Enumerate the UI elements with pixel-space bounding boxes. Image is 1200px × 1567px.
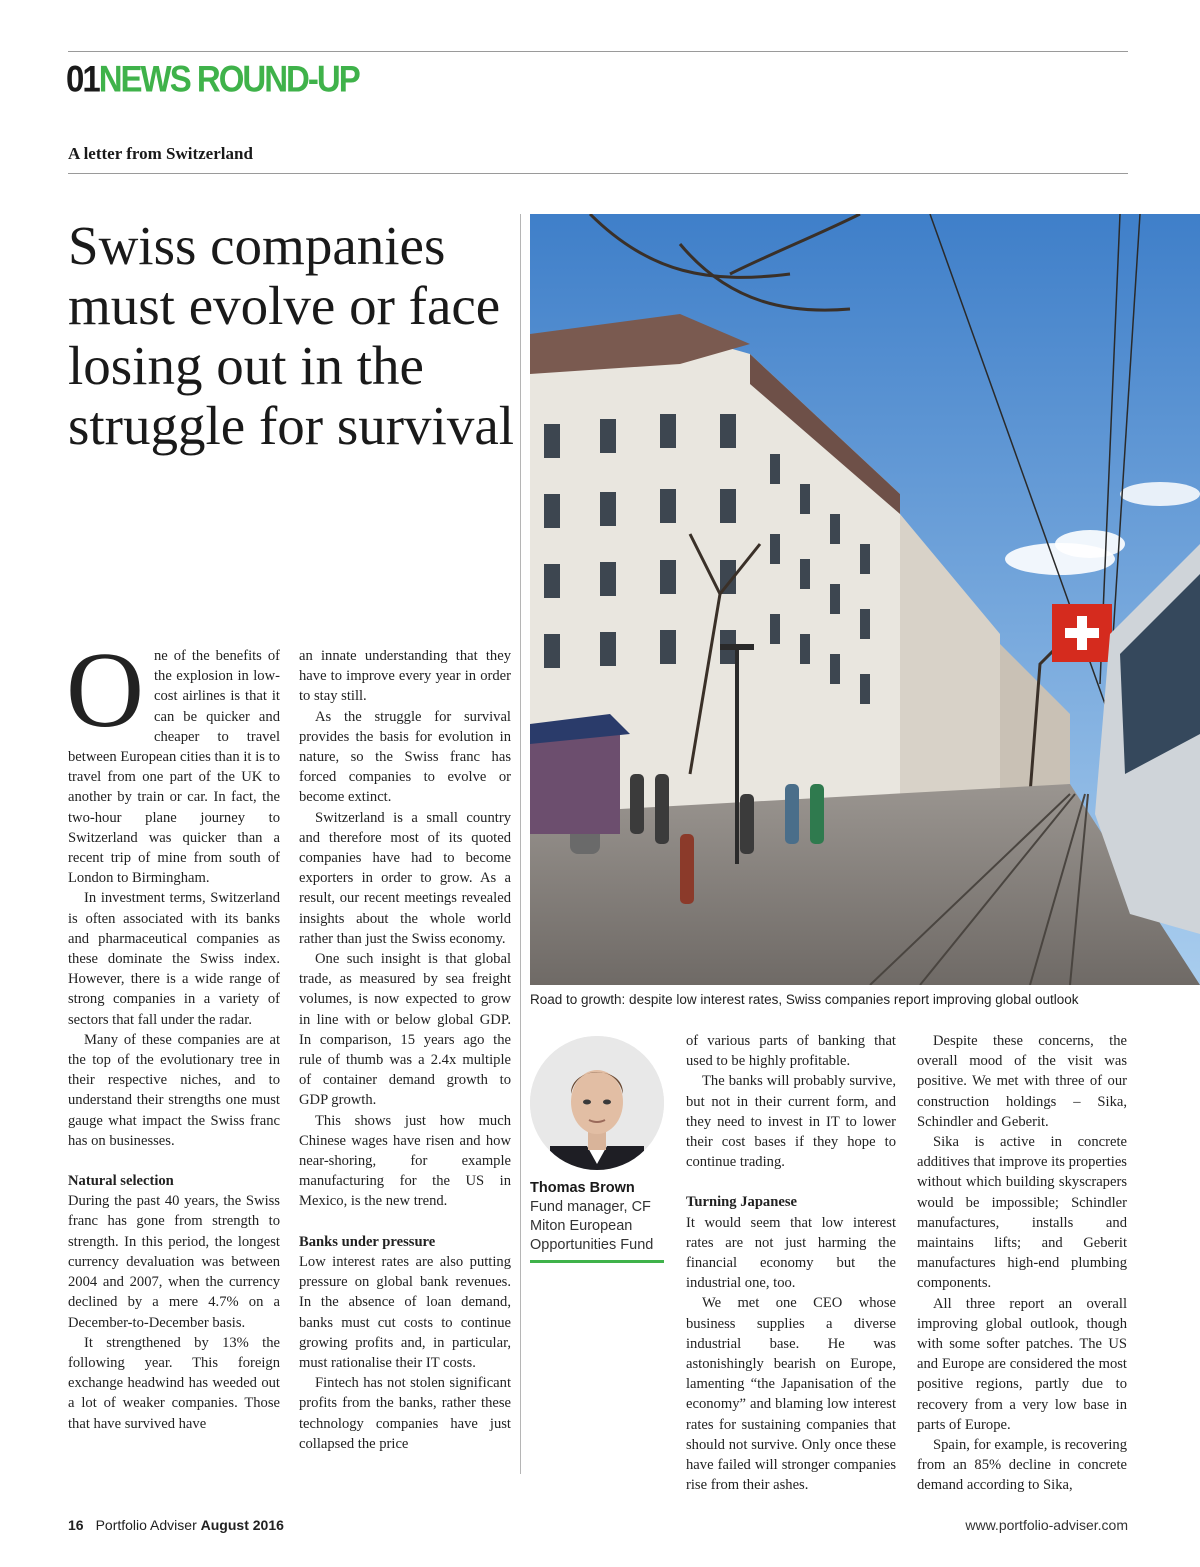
article-column-4: [917, 1031, 1127, 1496]
paragraph: Spain, for example, is recovering from an 85% decline in concrete demand according to Sika,: [917, 1437, 1127, 1494]
publication-name: Portfolio Adviser: [95, 1517, 197, 1533]
column-divider: [520, 214, 521, 1474]
street-scene-illustration: [530, 214, 1200, 985]
paragraph: As the struggle for survival provides the basis for evolution in nature, so the Swiss franc has forced companies to evolve or become extinct.: [299, 708, 511, 806]
author-portrait: [530, 1036, 664, 1170]
kicker: A letter from Switzerland: [68, 144, 253, 163]
street-photo: [530, 214, 1200, 985]
paragraph: an innate understanding that they have to improve every year in order to stay still.: [299, 648, 511, 705]
author-avatar: [530, 1036, 664, 1170]
subheading: Turning Japanese: [686, 1194, 797, 1211]
section-header: [66, 58, 359, 101]
paragraph: Despite these concerns, the overall mood of the visit was positive. We met with three of our construction holdings – Sika, Schindler and Geberit.: [917, 1033, 1127, 1130]
subheading: Banks under pressure: [299, 1233, 436, 1250]
paragraph: One of the benefits of the explosion in low-cost airlines is that it can be quicker and cheaper to travel between European cities than it is to travel from one part of the UK to another by train or car. In fact, the two-hour plane journey to Switzerland was quicker than a recent trip of mine from south of London to Birmingham.: [66, 631, 280, 887]
paragraph: It strengthened by 13% the following year. This foreign exchange headwind has weeded out a lot of weaker companies. Those that have survived have: [68, 1334, 280, 1432]
kicker-rule: [68, 173, 1128, 174]
headline: Swiss companies must evolve or face losing out in the struggle for survival: [68, 215, 515, 456]
article-column-3: [686, 1031, 896, 1495]
paragraph: This shows just how much Chinese wages have risen and how near-shoring, for example manufacturing for the US in Mexico, is the new trend.: [299, 1112, 511, 1210]
article-column-2: [299, 646, 511, 1454]
section-title: NEWS ROUND-UP: [98, 58, 359, 100]
paragraph: Switzerland is a small country and therefore most of its quoted companies have had to become exporters in order to grow. As a result, our recent meetings revealed insights about the whole world rather than just the Swiss economy.: [299, 809, 511, 947]
paragraph: In investment terms, Switzerland is often associated with its banks and pharmaceutical companies as these dominate the Swiss index. However, there is a wide range of strong companies in a variety of sectors that fall under the radar.: [68, 890, 280, 1028]
section-number: 01: [66, 58, 99, 100]
paragraph: of various parts of banking that used to be highly profitable.: [686, 1033, 896, 1070]
paragraph: It would seem that low interest rates are not just harming the financial economy but the industrial one, too.: [686, 1214, 896, 1292]
photo-caption: Road to growth: despite low interest rates, Swiss companies report improving global outlook: [530, 992, 1079, 1007]
paragraph: We met one CEO whose business supplies a diverse industrial base. He was astonishingly bearish on Europe, lamenting “the Japanisation of the economy” and blaming low interest rates for sustaining companies that should not survive. Only once these have failed will stronger companies rise from their ashes.: [686, 1295, 896, 1494]
paragraph: One such insight is that global trade, as measured by sea freight volumes, is now expected to grow in line with or below global GDP. In comparison, 15 years ago the rule of thumb was a 2.4x multiple of container demand growth to GDP growth.: [299, 951, 511, 1109]
top-rule: [68, 51, 1128, 52]
issue-date: August 2016: [200, 1517, 284, 1533]
paragraph: During the past 40 years, the Swiss franc has gone from strength to strength. In this period, the longest currency devaluation was between 2004 and 2007, when the currency declined by a mere 4.7% on a December-to-December basis.: [68, 1193, 280, 1331]
page-number: 16: [68, 1517, 84, 1533]
paragraph: Fintech has not stolen significant profits from the banks, rather these technology companies have just collapsed the price: [299, 1375, 511, 1452]
footer-folio: [68, 1517, 284, 1533]
paragraph: All three report an overall improving global outlook, though with some softer patches. The US and Europe are considered the most positive regions, partly due to recovery from a very low base in parts of Europe.: [917, 1295, 1127, 1433]
author-accent-bar: [530, 1260, 664, 1263]
paragraph: Sika is active in concrete additives that improve its properties without which building skyscrapers would be impossible; Schindler manufactures, installs and maintains lifts; and Geberit manufactures high-end plumbing components.: [917, 1134, 1127, 1292]
paragraph: The banks will probably survive, but not in their current form, and they need to invest in IT to lower their cost bases if they hope to continue trading.: [686, 1073, 896, 1171]
author-role: Fund manager, CF Miton European Opportunities Fund: [530, 1199, 654, 1253]
footer-website: www.portfolio-adviser.com: [965, 1517, 1128, 1533]
subheading: Natural selection: [68, 1173, 174, 1190]
article-column-1: [66, 631, 280, 1434]
author-name: Thomas Brown: [530, 1180, 635, 1196]
drop-cap: O: [66, 631, 144, 750]
paragraph: Many of these companies are at the top of the evolutionary tree in their respective niches, and to understand their strengths one must gauge what impact the Swiss franc has on businesses.: [68, 1031, 280, 1149]
paragraph: Low interest rates are also putting pressure on global bank revenues. In the absence of loan demand, banks must cut costs to continue growing profits and, in particular, must rationalise their IT costs.: [299, 1253, 511, 1371]
